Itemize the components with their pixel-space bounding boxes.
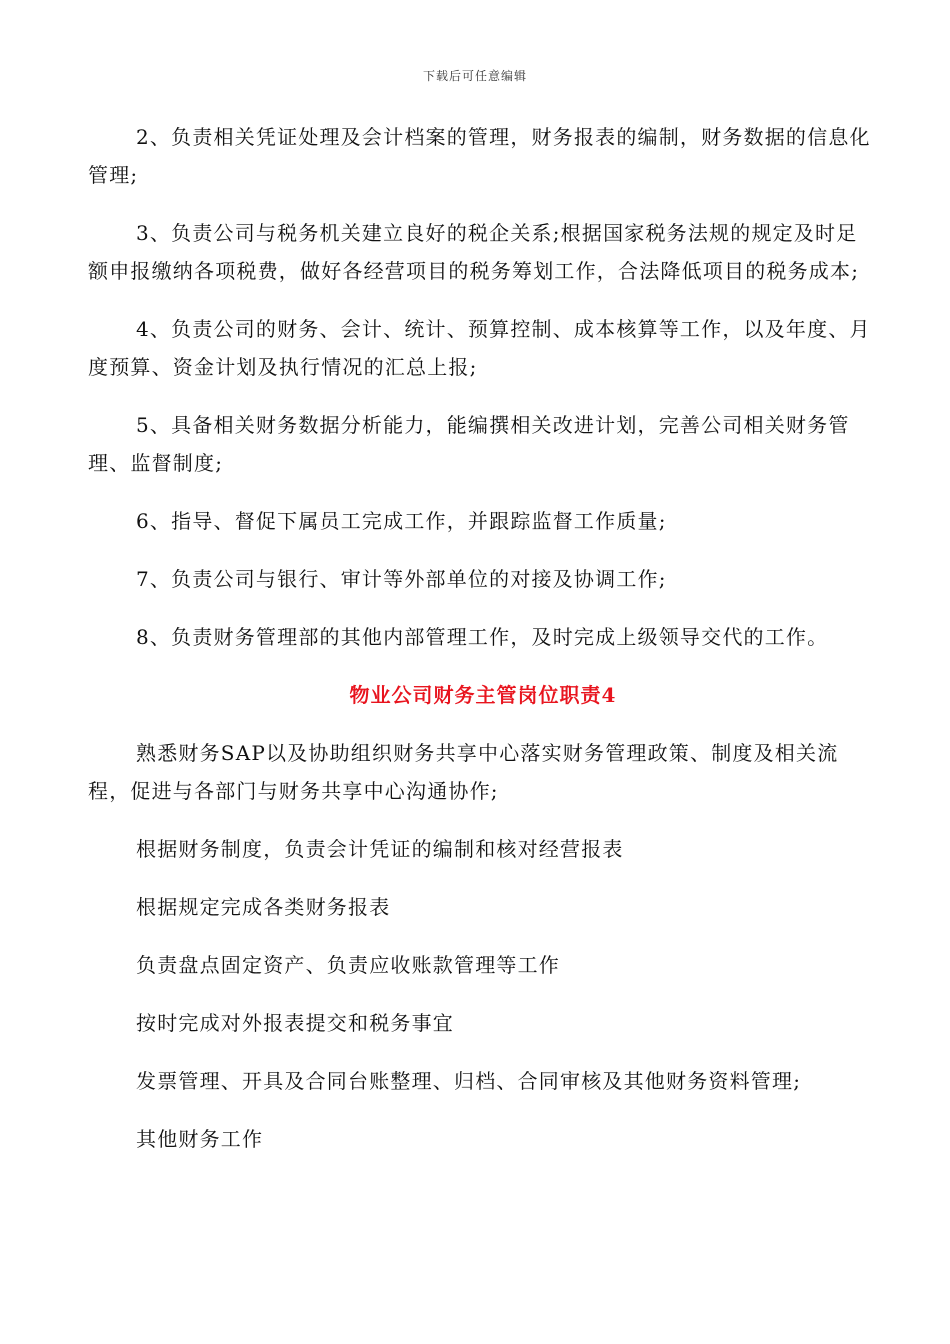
duty-item-4: 4、负责公司的财务、会计、统计、预算控制、成本核算等工作，以及年度、月度预算、资金计划及执行情况的汇总上报; xyxy=(88,317,871,379)
duty-paragraph-tax: 按时完成对外报表提交和税务事宜 xyxy=(136,1011,454,1035)
duty-item-8: 8、负责财务管理部的其他内部管理工作，及时完成上级领导交代的工作。 xyxy=(136,625,829,649)
duty-item-7: 7、负责公司与银行、审计等外部单位的对接及协调工作; xyxy=(136,567,667,591)
duty-paragraph-other: 其他财务工作 xyxy=(136,1127,264,1151)
duty-paragraph-sap: 熟悉财务SAP以及协助组织财务共享中心落实财务管理政策、制度及相关流程，促进与各部门与财务共享中心沟通协作; xyxy=(88,741,839,803)
duty-paragraph-reports: 根据规定完成各类财务报表 xyxy=(136,895,391,919)
section-title: 物业公司财务主管岗位职责4 xyxy=(349,683,617,707)
duty-paragraph-invoices: 发票管理、开具及合同台账整理、归档、合同审核及其他财务资料管理; xyxy=(136,1069,802,1093)
duty-item-2: 2、负责相关凭证处理及会计档案的管理，财务报表的编制，财务数据的信息化管理; xyxy=(88,125,871,187)
duty-item-3: 3、负责公司与税务机关建立良好的税企关系;根据国家税务法规的规定及时足额申报缴纳各项税费，做好各经营项目的税务筹划工作，合法降低项目的税务成本; xyxy=(88,221,860,283)
duty-paragraph-vouchers: 根据财务制度，负责会计凭证的编制和核对经营报表 xyxy=(136,837,624,861)
document-body xyxy=(88,118,878,1178)
page-header-note: 下载后可任意编辑 xyxy=(422,69,527,83)
duty-item-6: 6、指导、督促下属员工完成工作，并跟踪监督工作质量; xyxy=(136,509,667,533)
duty-item-5: 5、具备相关财务数据分析能力，能编撰相关改进计划，完善公司相关财务管理、监督制度; xyxy=(88,413,850,475)
duty-paragraph-assets: 负责盘点固定资产、负责应收账款管理等工作 xyxy=(136,953,560,977)
